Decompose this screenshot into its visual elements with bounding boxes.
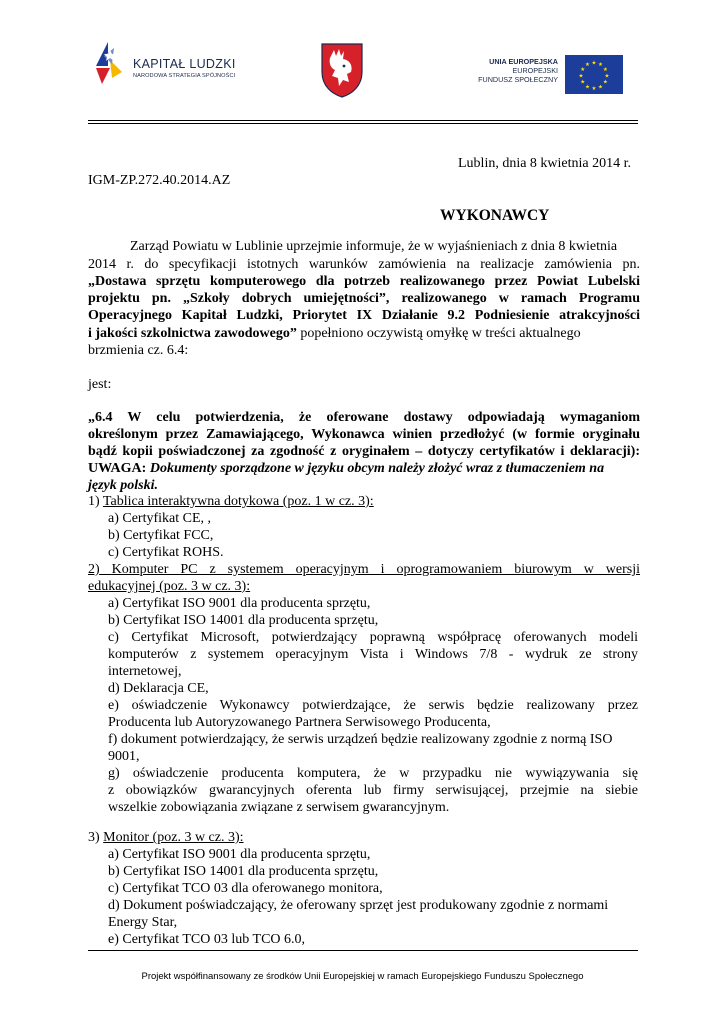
intro-line-6-bold: i jakości szkolnictwa zawodowego” [88,326,297,341]
item2-c-l2: komputerów z systemem operacyjnym Vista i Windows 7/8 - wydruk ze strony [108,647,638,662]
item3-b: b) Certyfikat ISO 14001 dla producenta sprzętu, [108,864,379,879]
reference-number: IGM-ZP.272.40.2014.AZ [88,173,231,188]
uwaga-line-2: język polski. [88,478,158,493]
item3-heading [88,829,244,846]
item1-a: a) Certyfikat CE, , [108,511,212,526]
svg-text:★: ★ [604,73,610,80]
item2-c-l1: c) Certyfikat Microsoft, potwierdzający poprawną współpracę oferowanych modeli [108,630,638,645]
uwaga-line [88,460,604,477]
svg-text:★: ★ [602,67,608,73]
intro-line-2: 2014 r. do specyfikacji istotnych warunków zamówienia na realizacje zamówienia pn. [88,257,640,272]
intro-line-3: „Dostawa sprzętu komputerowego dla potrzeb realizowanego przez Powiat Lubelski [88,274,640,289]
item1-b: b) Certyfikat FCC, [108,528,214,543]
item2-num: 2) [88,562,100,577]
section-line-2: określonym przez Zamawiającego, Wykonawca winien przedłożyć (w formie oryginału [88,427,640,442]
footer-rule [88,950,638,951]
intro-line-5: Operacyjnego Kapitał Ludzki, Priorytet IX Działanie 9.2 Podniesienie atrakcyjności [88,308,640,323]
eu-label-line3: FUNDUSZ SPOŁECZNY [478,75,558,84]
intro-line-6 [88,325,581,342]
intro-line-7: brzmienia cz. 6.4: [88,343,189,358]
item3-d-l1: d) Dokument poświadczający, że oferowany sprzęt jest produkowany zgodnie z normami [108,898,609,913]
svg-text:★: ★ [598,62,603,69]
item2-f-l1: f) dokument potwierdzający, że serwis urządzeń będzie realizowany zgodnie z normą ISO [108,732,613,747]
footer-funding-note: Projekt współfinansowany ze środków Unii Europejskiej w ramach Europejskiego Funduszu Społecznego [141,971,584,982]
svg-text:★: ★ [602,79,608,86]
intro-line-4: projektu pn. „Szkoły dobrych umiejętności”, realizowanego w ramach Programu [88,291,640,306]
item2-c-l3: internetowej, [108,664,182,679]
svg-text:★: ★ [578,73,584,80]
item2-d: d) Deklaracja CE, [108,681,209,696]
item3-e: e) Certyfikat TCO 03 lub TCO 6.0, [108,932,306,947]
item2-e-l1: e) oświadczenie Wykonawcy potwierdzające, że serwis będzie realizowany przez [108,698,638,713]
svg-text:★: ★ [591,86,597,93]
uwaga-label: UWAGA: [88,461,147,476]
svg-text:★: ★ [585,84,590,91]
place-date: Lublin, dnia 8 kwietnia 2014 r. [458,156,632,171]
item1-c: c) Certyfikat ROHS. [108,545,224,560]
eu-label-line2: EUROPEJSKI [512,66,558,75]
item2-g-l1: g) oświadczenie producenta komputera, że w przypadku nie wywiązywania się [108,766,638,781]
eu-flag-icon [565,55,623,94]
svg-text:★: ★ [598,84,603,91]
item2-a: a) Certyfikat ISO 9001 dla producenta sprzętu, [108,596,371,611]
intro-line-6-rest: popełniono oczywistą omyłkę w treści aktualnego [296,326,581,341]
item3-a: a) Certyfikat ISO 9001 dla producenta sprzętu, [108,847,371,862]
eu-label-line1: UNIA EUROPEJSKA [489,57,558,66]
lublin-county-crest-icon [320,42,364,98]
section-line-3: bądź kopii poświadczonej za zgodność z oryginałem – dotyczy certyfikatów i deklaracji): [88,444,640,459]
eu-label [468,57,558,84]
item2-title: Komputer PC z systemem operacyjnym i oprogramowaniem biurowym w wersji [111,562,640,577]
item1-num: 1) [88,494,100,509]
kl-logo-shape-red [96,68,110,84]
recipient-heading: WYKONAWCY [440,207,550,224]
item3-title: Monitor (poz. 3 w cz. 3): [103,830,244,845]
svg-text:★: ★ [580,79,586,86]
item3-d-l2: Energy Star, [108,915,178,930]
item1-heading [88,493,374,510]
item3-c: c) Certyfikat TCO 03 dla oferowanego monitora, [108,881,383,896]
item2-g-l3: wszelkie zobowiązania związane z serwisem gwarancyjnym. [108,800,450,815]
uwaga-text: Dokumenty sporządzone w języku obcym należy złożyć wraz z tłumaczeniem na [146,461,605,476]
item1-title: Tablica interaktywna dotykowa (poz. 1 w cz. 3): [102,494,374,509]
item3-num: 3) [88,830,100,845]
svg-text:★: ★ [580,67,586,73]
kl-logo-title: KAPITAŁ LUDZKI [133,57,236,71]
intro-line-1: Zarząd Powiatu w Lublinie uprzejmie informuje, że w wyjaśnieniach z dnia 8 kwietnia [130,239,618,254]
kl-logo-subtitle: NARODOWA STRATEGIA SPÓJNOŚCI [133,73,236,79]
jest-label: jest: [88,377,112,392]
header-rule-top [88,120,638,121]
item2-heading-l2: edukacyjnej (poz. 3 w cz. 3): [88,579,251,594]
item2-e-l2: Producenta lub Autoryzowanego Partnera Serwisowego Producenta, [108,715,491,730]
svg-text:★: ★ [591,60,597,67]
svg-text:★: ★ [585,62,590,69]
header-rule-bottom [88,123,638,124]
item2-heading-l1 [88,561,640,578]
item2-g-l2: z obowiązków gwarancyjnych oferenta lub firmy serwisującej, przejmie na siebie [108,783,638,798]
section-line-1: „6.4 W celu potwierdzenia, że oferowane dostawy odpowiadają wymaganiom [88,410,640,425]
item2-f-l2: 9001, [108,749,140,764]
item2-b: b) Certyfikat ISO 14001 dla producenta sprzętu, [108,613,379,628]
